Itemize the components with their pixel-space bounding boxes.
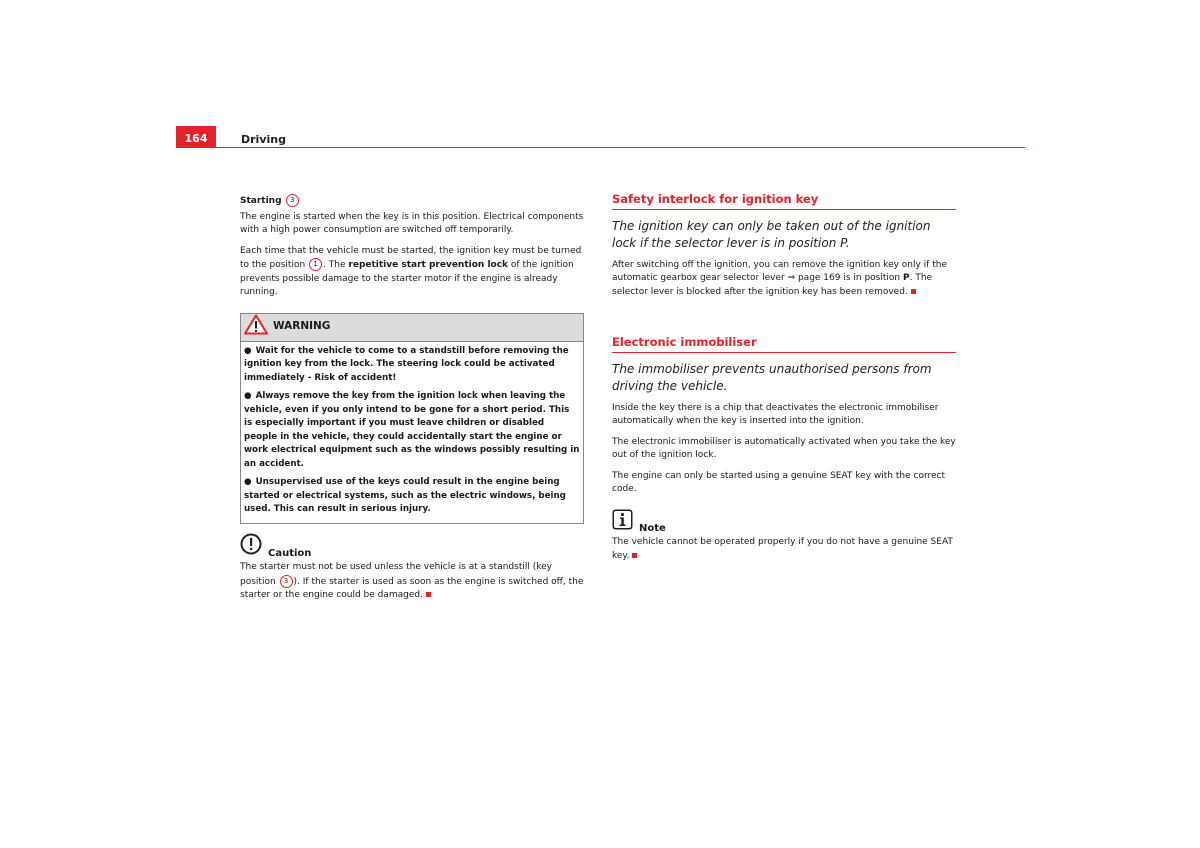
immobiliser-heading: Electronic immobiliser — [612, 336, 956, 353]
note-text — [612, 536, 956, 563]
section-title: Driving — [241, 133, 286, 146]
starting-p2-bold: repetitive start prevention lock — [348, 260, 509, 270]
bullet-icon: ● — [244, 477, 252, 487]
key-position-3-marker: 3 — [286, 194, 299, 207]
warning-item-text: Wait for the vehicle to come to a standstill before removing the ignition key from the lock. The steering lock could be activated immediately - Risk of accident! — [244, 345, 569, 383]
end-of-section-icon — [632, 553, 637, 558]
interlock-body-a: After switching off the ignition, you can remove the ignition key only if the automatic gearbox gear selector lever ⇒ page 169 is in position — [612, 259, 947, 283]
interlock-body-bold: P — [903, 273, 910, 283]
starting-heading — [240, 194, 584, 209]
end-of-section-icon — [911, 289, 916, 294]
starting-paragraph-1: The engine is started when the key is in this position. Electrical components with a high power consumption are switched off temporarily. — [240, 211, 584, 235]
interlock-heading: Safety interlock for ignition key — [612, 193, 956, 210]
header-rule — [216, 147, 1025, 148]
starting-p2-a: Each time that the vehicle must be started, the ignition key must be turned to the position — [240, 245, 582, 270]
bullet-icon: ● — [244, 345, 252, 356]
starting-p2-b: . The — [323, 260, 346, 270]
warning-body — [241, 342, 583, 523]
page-number: 164 — [176, 126, 216, 148]
right-column — [612, 193, 956, 570]
section-spacer — [612, 306, 956, 336]
caution-header — [240, 533, 584, 561]
warning-item — [244, 345, 580, 386]
warning-triangle-icon — [244, 314, 268, 341]
note-header — [612, 509, 956, 536]
warning-item — [244, 476, 580, 517]
warning-box — [240, 313, 584, 524]
immobiliser-paragraph-3: The engine can only be started using a genuine SEAT key with the correct code. — [612, 470, 946, 494]
caution-title: Caution — [268, 547, 312, 559]
interlock-intro: The ignition key can only be taken out of the ignition lock if the selector lever is in position P. — [612, 218, 931, 250]
left-column — [240, 194, 584, 610]
warning-item-text: Unsupervised use of the keys could result in the engine being started or electrical systems, such as the electric windows, being used. This can result in serious injury. — [244, 477, 566, 514]
warning-header — [241, 314, 583, 342]
warning-title: WARNING — [273, 320, 331, 333]
note-title: Note — [639, 522, 666, 534]
note-text-body: The vehicle cannot be operated properly if you do not have a genuine SEAT key. — [612, 537, 953, 561]
caution-text — [240, 561, 584, 603]
bullet-icon: ● — [244, 391, 252, 401]
warning-item — [244, 390, 580, 471]
interlock-body-b: . The selector lever is blocked after the ignition key has been removed. — [612, 273, 933, 297]
immobiliser-paragraph-1: Inside the key there is a chip that deactivates the electronic immobiliser automatically when the key is inserted into the ignition. — [612, 402, 939, 426]
end-of-section-icon — [426, 592, 431, 597]
starting-paragraph-2 — [240, 245, 584, 300]
info-icon — [612, 509, 633, 536]
caution-text-a: The starter must not be used unless the vehicle is at a standstill (key position — [240, 562, 552, 587]
starting-p2-c: of the ignition prevents possible damage to the starter motor if the engine is already running. — [240, 260, 574, 297]
immobiliser-intro: The immobiliser prevents unauthorised persons from driving the vehicle. — [612, 361, 932, 393]
caution-exclamation-icon — [240, 533, 262, 561]
caution-text-b: ). If the starter is used as soon as the engine is switched off, the starter or the engine could be damaged. — [240, 576, 584, 600]
starting-heading-text: Starting — [240, 196, 282, 206]
warning-item-text: Always remove the key from the ignition lock when leaving the vehicle, even if you only intend to be gone for a short period. This is especially important if you must leave children or disabled people in the vehicle, they could accidentally start the engine or work electrical equipment such as the windows possibly resulting in an accident. — [244, 391, 580, 469]
key-position-1-marker: 1 — [309, 258, 322, 271]
interlock-body — [612, 259, 956, 300]
immobiliser-paragraph-2: The electronic immobiliser is automatically activated when you take the key out of the ignition lock. — [612, 436, 956, 460]
key-position-3-marker: 3 — [280, 575, 293, 588]
